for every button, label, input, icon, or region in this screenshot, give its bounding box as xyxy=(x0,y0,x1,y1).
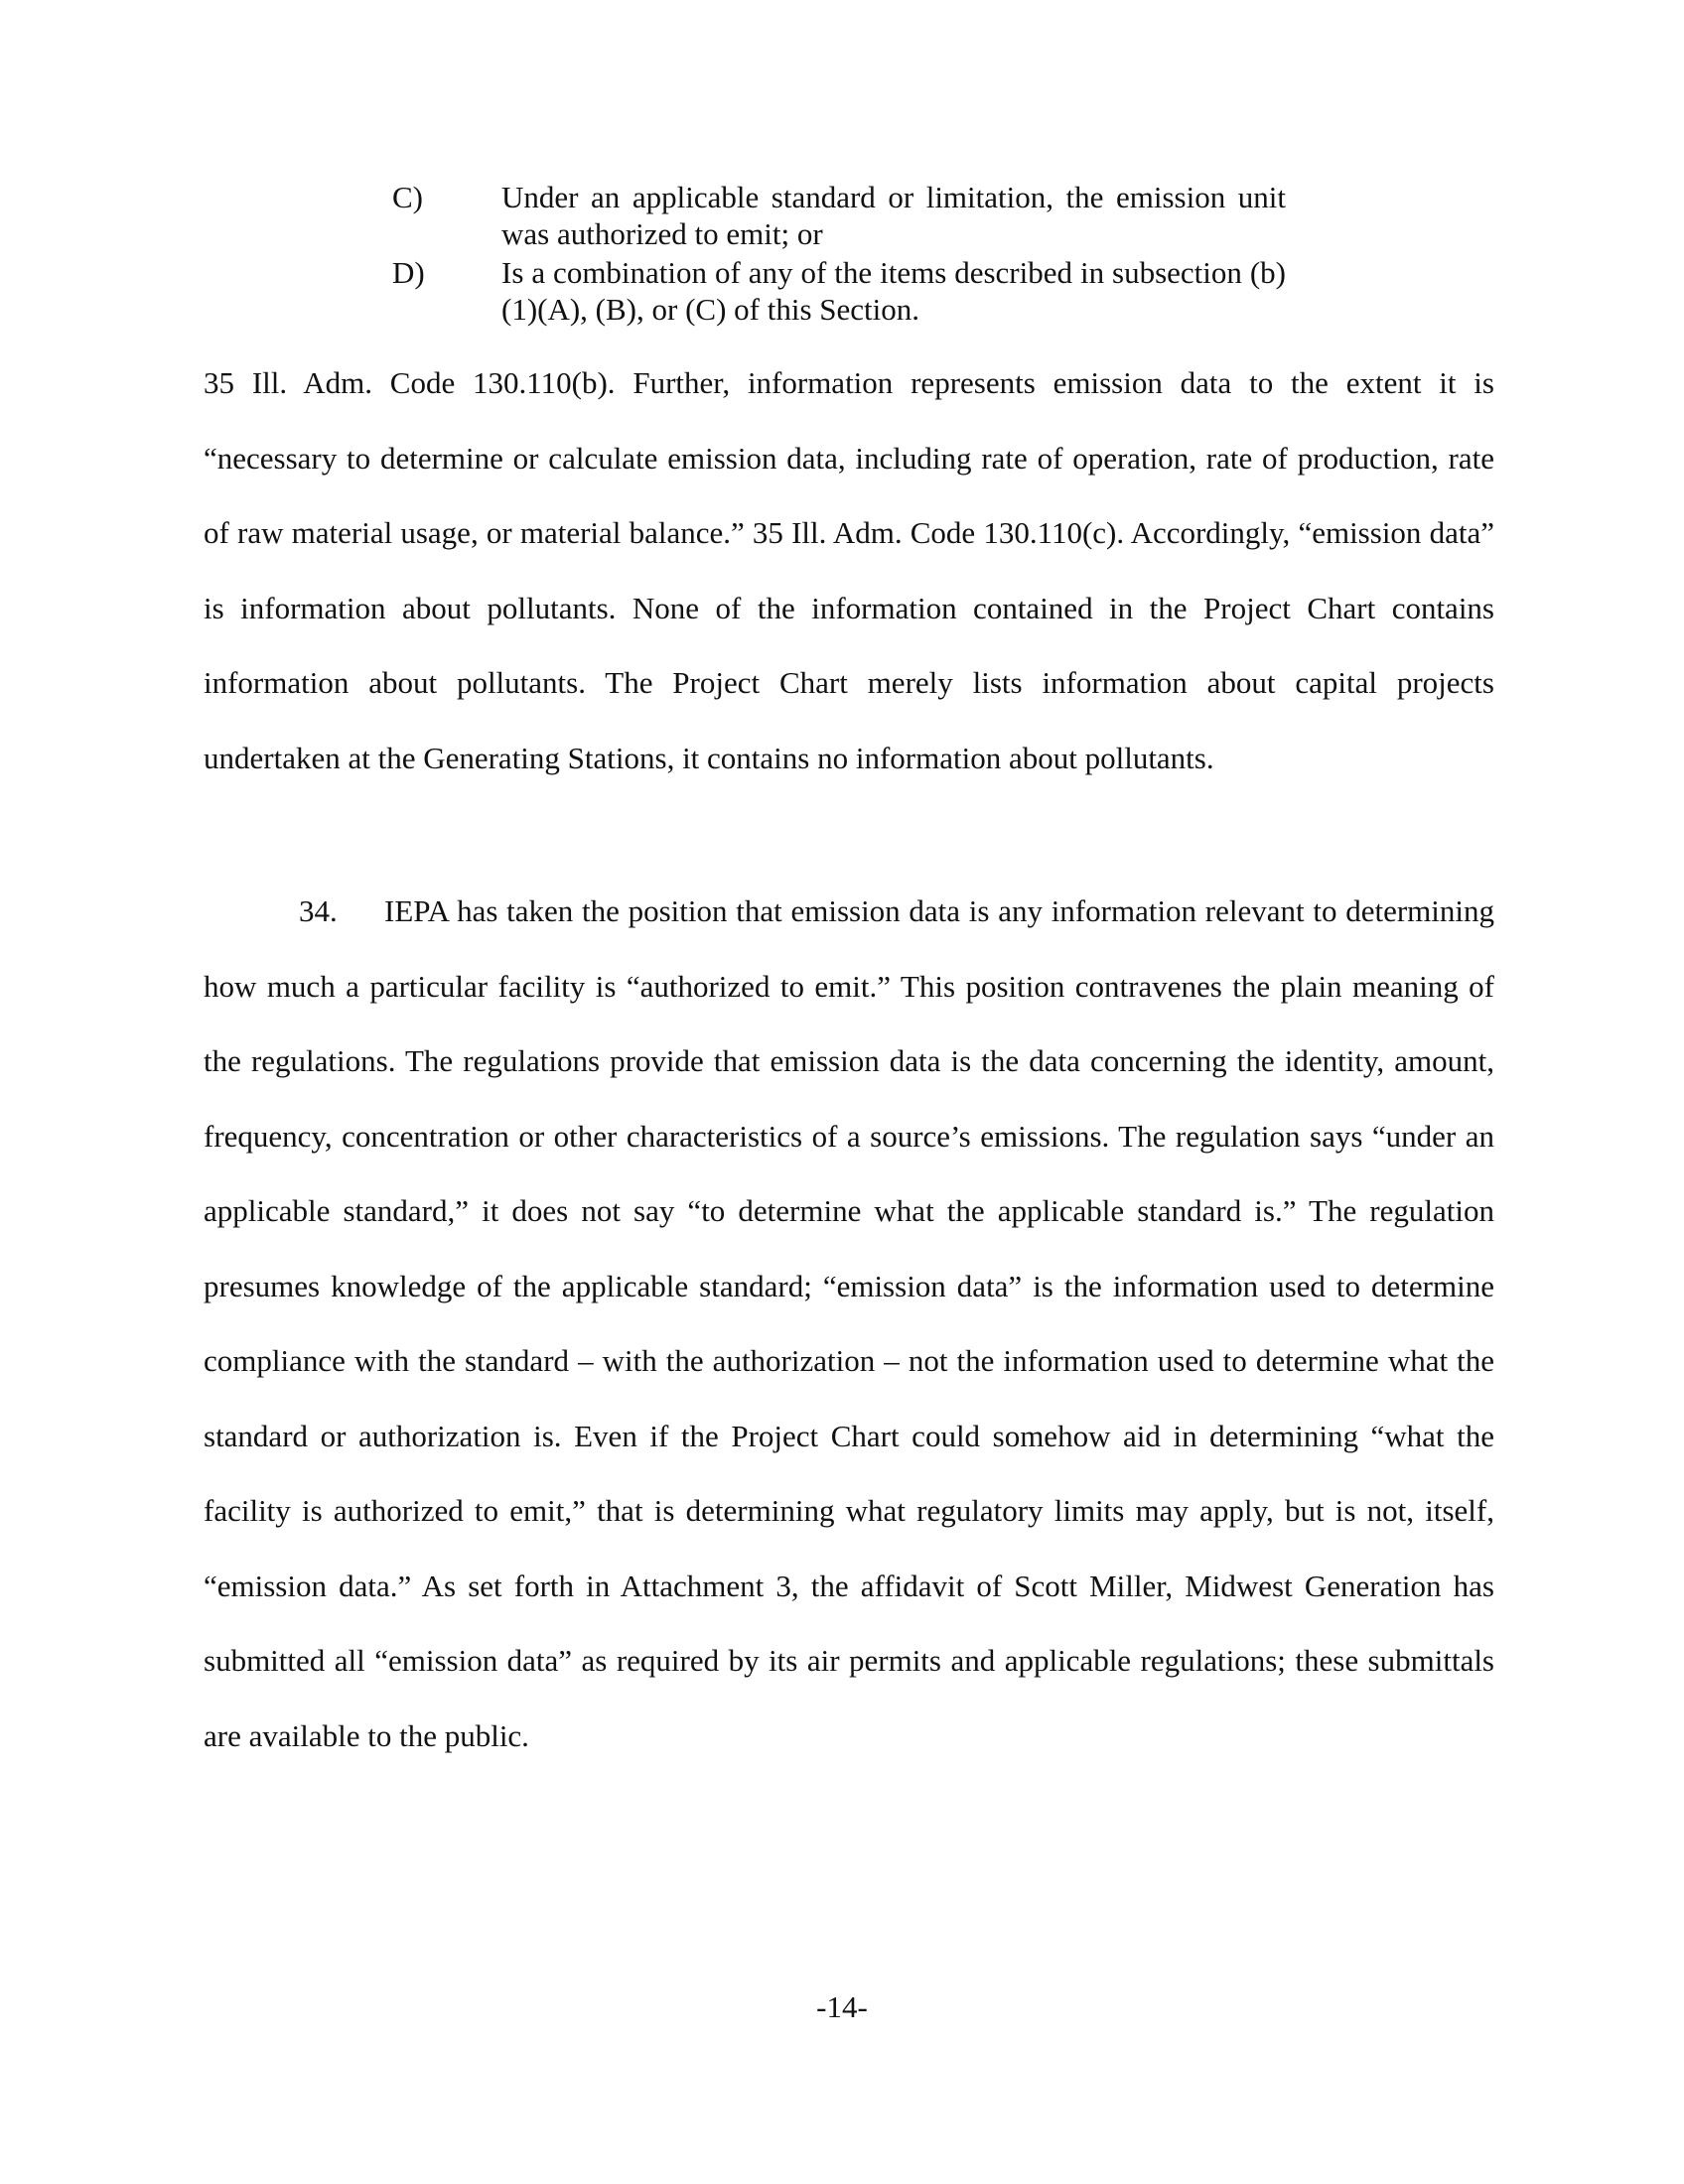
list-item-d xyxy=(392,254,1286,328)
paragraph-number: 34. xyxy=(299,893,338,928)
paragraph-code-citation: 35 Ill. Adm. Code 130.110(b). Further, information represents emission data to the extent it is “necessary to determine or calculate emission data, including rate of operation, rate of production, rate of raw material usage, or material balance.” 35 Ill. Adm. Code 130.110(c). Accordingly, “emission data” is information about pollutants. None of the information contained in the Project Chart contains information about pollutants. The Project Chart merely lists information about capital projects undertaken at the Generating Stations, it contains no information about pollutants. xyxy=(204,365,1494,775)
paragraph-34 xyxy=(204,874,1494,1773)
list-item-c xyxy=(392,179,1286,252)
list-text: Is a combination of any of the items described in subsection (b)(1)(A), (B), or (C) of this Section. xyxy=(501,255,1286,327)
page-number: -14- xyxy=(816,1989,868,2024)
paragraph-34-text: IEPA has taken the position that emission data is any information relevant to determining how much a particular facility is “authorized to emit.” This position contravenes the plain meaning of the regulations. The regulations provide that emission data is the data concerning the identity, amount, frequency, concentration or other characteristics of a source’s emissions. The regulation says “under an applicable standard,” it does not say “to determine what the applicable standard is.” The regulation presumes knowledge of the applicable standard; “emission data” is the information used to determine compliance with the standard – with the authorization – not the information used to determine what the standard or authorization is. Even if the Project Chart could somehow aid in determining “what the facility is authorized to emit,” that is determining what regulatory limits may apply, but is not, itself, “emission data.” As set forth in Attachment 3, the affidavit of Scott Miller, Midwest Generation has submitted all “emission data” as required by its air permits and applicable regulations; these submittals are available to the public. xyxy=(204,893,1494,1753)
list-marker: C) xyxy=(392,180,423,214)
list-marker: D) xyxy=(392,255,425,290)
subsection-list xyxy=(392,179,1286,330)
list-text: Under an applicable standard or limitation, the emission unit was authorized to emit; or xyxy=(501,180,1286,251)
